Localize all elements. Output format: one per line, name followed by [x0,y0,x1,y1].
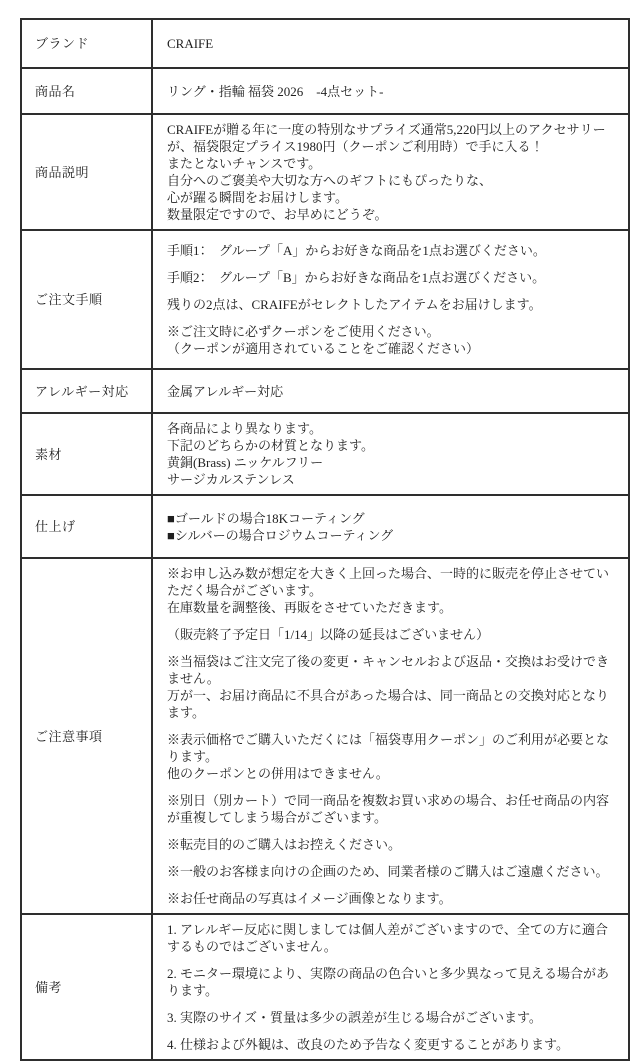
content-paragraph: ※転売目的のご購入はお控えください。 [167,837,402,852]
product-spec-page [0,18,640,1052]
content-paragraph: ※当福袋はご注文完了後の変更・キャンセルおよび返品・交換はお受けできません。 万が一、お届け商品に不具合があった場合は、同一商品との交換対応となります。 [167,654,610,720]
content-paragraph: ※別日（別カート）で同一商品を複数お買い求めの場合、お任せ商品の内容が重複してしまう場合がございます。 [167,793,610,825]
content-paragraph: CRAIFE [167,36,214,51]
spec-table-body [21,19,629,1060]
spec-row-product-name [21,68,629,114]
row-label-brand: ブランド [21,19,152,68]
row-content-allergy [152,369,629,413]
row-content-material [152,413,629,495]
row-label-order-steps: ご注文手順 [21,230,152,369]
row-label-remarks: 備考 [21,914,152,1060]
content-paragraph: ※お任せ商品の写真はイメージ画像となります。 [167,891,452,906]
content-paragraph: ※ご注文時に必ずクーポンをご使用ください。 （クーポンが適用されていることをご確認ください） [167,324,480,356]
spec-row-finish [21,495,629,558]
content-paragraph: 手順2： グループ「B」からお好きな商品を1点お選びください。 [167,270,546,285]
row-content-description [152,114,629,230]
content-paragraph: リング・指輪 福袋 2026 -4点セット- [167,83,384,99]
row-label-product-name: 商品名 [21,68,152,114]
spec-row-remarks [21,914,629,1060]
spec-row-material [21,413,629,495]
spec-row-notes [21,558,629,914]
content-paragraph: CRAIFEが贈る年に一度の特別なサプライズ通常5,220円以上のアクセサリーが、福袋限定プライス1980円（クーポンご利用時）で手に入る！ またとないチャンスです。 自分へのご褒美や大切な方へのギフトにもぴったりな、 心が躍る瞬間をお届けします。 数量限定ですので、お早めにどうぞ。 [167,122,606,222]
content-paragraph: （販売終了予定日「1/14」以降の延長はございません） [167,627,490,642]
content-paragraph: ※一般のお客様ま向けの企画のため、同業者様のご購入はご遠慮ください。 [167,864,609,879]
content-paragraph: 残りの2点は、CRAIFEがセレクトしたアイテムをお届けします。 [167,297,542,312]
content-paragraph: 3. 実際のサイズ・質量は多少の誤差が生じる場合がございます。 [167,1010,542,1025]
content-paragraph: 4. 仕様および外観は、改良のため予告なく変更することがあります。 [167,1037,569,1052]
row-label-notes: ご注意事項 [21,558,152,914]
row-content-order-steps [152,230,629,369]
row-content-product-name [152,68,629,114]
content-paragraph: 各商品により異なります。 下記のどちらかの材質となります。 黄銅(Brass) ニッケルフリー サージカルステンレス [167,421,374,487]
content-paragraph: 1. アレルギー反応に関しましては個人差がございますので、全ての方に適合するものではございません。 [167,922,608,954]
row-label-material: 素材 [21,413,152,495]
content-paragraph: 2. モニター環境により、実際の商品の色合いと多少異なって見える場合があります。 [167,966,610,998]
spec-row-description [21,114,629,230]
spec-row-allergy [21,369,629,413]
content-paragraph: 金属アレルギー対応 [167,383,284,399]
spec-row-brand [21,19,629,68]
content-paragraph: ■ゴールドの場合18Kコーティング ■シルバーの場合ロジウムコーティング [167,510,394,543]
row-content-brand [152,19,629,68]
content-paragraph: ※お申し込み数が想定を大きく上回った場合、一時的に販売を停止させていただく場合がございます。 在庫数量を調整後、再販をさせていただきます。 [167,566,610,615]
row-content-notes [152,558,629,914]
row-label-finish: 仕上げ [21,495,152,558]
row-label-description: 商品説明 [21,114,152,230]
content-paragraph: 手順1： グループ「A」からお好きな商品を1点お選びください。 [167,243,546,258]
row-content-finish [152,495,629,558]
spec-row-order-steps [21,230,629,369]
product-spec-table [20,18,630,1061]
row-label-allergy: アレルギー対応 [21,369,152,413]
row-content-remarks [152,914,629,1060]
content-paragraph: ※表示価格でご購入いただくには「福袋専用クーポン」のご利用が必要となります。 他のクーポンとの併用はできません。 [167,732,610,781]
